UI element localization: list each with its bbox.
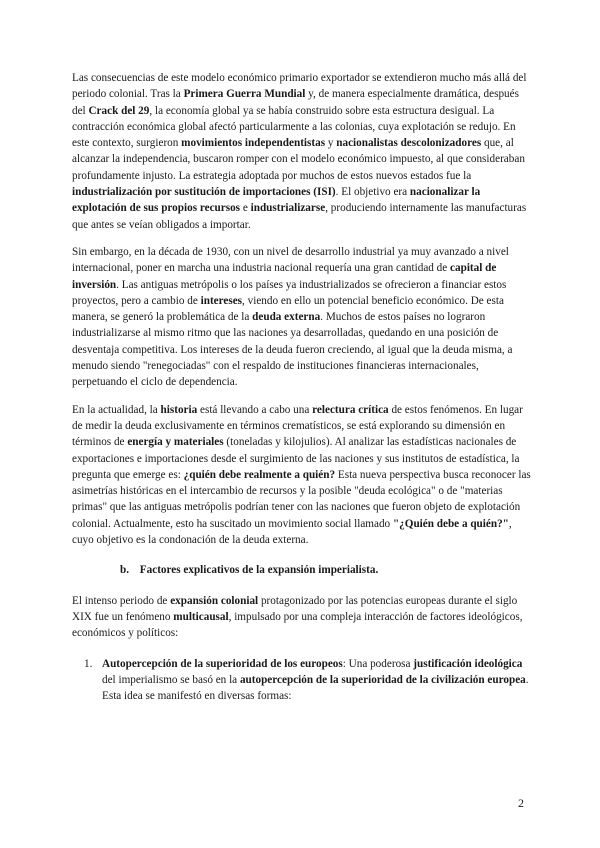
bold-term: movimientos independentistas xyxy=(181,137,326,150)
bold-term: energía y materiales xyxy=(127,436,224,449)
bold-term: relectura crítica xyxy=(312,403,389,416)
bold-term: intereses xyxy=(200,294,243,307)
bold-term: expansión colonial xyxy=(170,594,259,607)
bold-term: multicausal xyxy=(173,610,229,623)
bold-term: "¿Quién debe a quién?" xyxy=(392,517,509,530)
list-item-text: Autopercepción de la superioridad de los europeos: Una poderosa justificación ideológica del imperialismo se basó en la autopercepción de la superioridad de la civilización europea. Esta idea se manifestó en diversas formas: xyxy=(102,657,529,703)
bold-term: autopercepción de la superioridad de la civilización europea xyxy=(239,673,526,686)
paragraph-2: Sin embargo, en la década de 1930, con un nivel de desarrollo industrial ya muy avanzado a nivel internacional, poner en marcha una industria nacional requería una gran cantidad de capital de inversión. Las antiguas metrópolis o los países ya industrializados se ofrecieron a financiar estos proyectos, pero a cambio de intereses, viendo en ello un potencial beneficio económico. De esta manera, se generó la problemática de la deuda externa. Muchos de estos países no lograron industrializarse al mismo ritmo que las naciones ya desarrolladas, quedando en una posición de desventaja competitiva. Los intereses de la deuda fueron creciendo, al igual que la deuda misma, a menudo siendo "renegociadas" con el respaldo de instituciones financieras internacionales, perpetuando el ciclo de dependencia. xyxy=(72,245,513,389)
subheading-label: b. xyxy=(120,564,130,577)
page-body xyxy=(72,70,532,704)
bold-term: justificación ideológica xyxy=(413,657,523,670)
list-item-number: 1. xyxy=(84,657,93,670)
paragraph-1: Las consecuencias de este modelo económico primario exportador se extendieron mucho más allá del periodo colonial. Tras la Primera Guerra Mundial y, de manera especialmente dramática, después del Crack del 29, la economía global ya se había construido sobre esta estructura desigual. La contracción económica global afectó particularmente a las colonias, cuya explotación se redujo. En este contexto, surgieron movimientos independentistas y nacionalistas descolonizadores que, al alcanzar la independencia, buscaron romper con el modelo económico impuesto, al que consideraban profundamente injusto. La estrategia adoptada por muchos de estos nuevos estados fue la industrialización por sustitución de importaciones (ISI). El objetivo era nacionalizar la explotación de sus propios recursos e industrializarse, produciendo internamente las manufacturas que antes se veían obligados a importar. xyxy=(72,72,527,231)
bold-term: nacionalizar la explotación de sus propios recursos xyxy=(72,186,481,215)
bold-term: nacionalistas descolonizadores xyxy=(336,137,482,150)
bold-term: historia xyxy=(160,403,198,416)
list-item xyxy=(84,656,532,705)
bold-term: ¿quién debe realmente a quién? xyxy=(183,468,336,481)
bold-term: deuda externa xyxy=(252,311,321,324)
subheading-text: Factores explicativos de la expansión imperialista. xyxy=(139,564,379,577)
bold-term: industrialización por sustitución de importaciones (ISI) xyxy=(72,186,336,199)
bold-term: Autopercepción de la superioridad de los europeos xyxy=(102,657,343,670)
bold-term: capital de inversión xyxy=(72,262,497,291)
bold-term: Primera Guerra Mundial xyxy=(183,88,306,101)
bold-term: Crack del 29 xyxy=(88,104,150,117)
paragraph-4: El intenso periodo de expansión colonial protagonizado por las potencias europeas durante el siglo XIX fue un fenómeno multicausal, impulsado por una compleja interacción de factores ideológicos, económicos y políticos: xyxy=(72,594,523,640)
paragraph-3: En la actualidad, la historia está llevando a cabo una relectura crítica de estos fenómenos. En lugar de medir la deuda exclusivamente en términos crematísticos, se está explorando su dimensión en términos de energía y materiales (toneladas y kilojulios). Al analizar las estadísticas nacionales de exportaciones e importaciones desde el surgimiento de las naciones y sus institutos de estadística, la pregunta que emerge es: ¿quién debe realmente a quién? Esta nueva perspectiva busca reconocer las asimetrías históricas en el intercambio de recursos y la posible "deuda ecológica" o de "materias primas" que las antiguas metrópolis podrían tener con las naciones que fueron objeto de explotación colonial. Actualmente, esto ha suscitado un movimiento social llamado "¿Quién debe a quién?", cuyo objetivo es la condonación de la deuda externa. xyxy=(72,403,531,547)
page-number: 2 xyxy=(518,796,524,810)
subheading xyxy=(120,562,532,578)
bold-term: industrializarse xyxy=(250,202,326,215)
